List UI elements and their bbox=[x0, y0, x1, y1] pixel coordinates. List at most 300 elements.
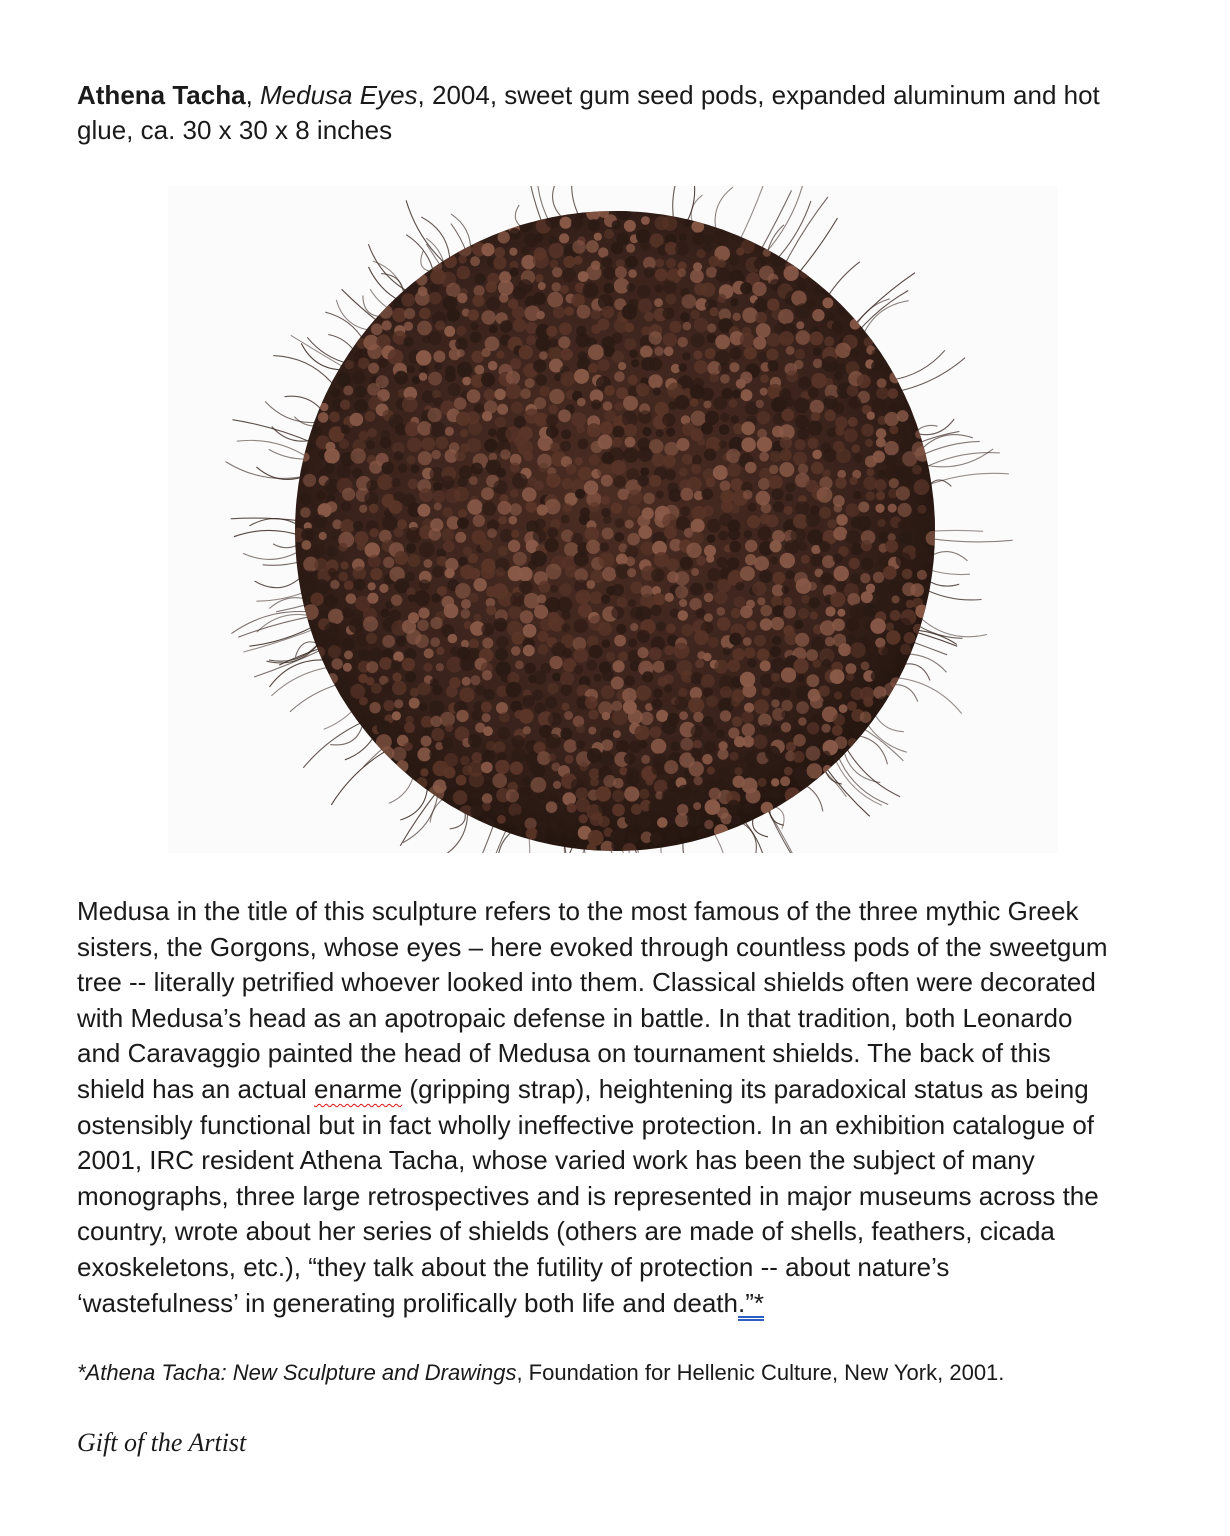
paragraph-line bbox=[77, 1286, 1167, 1322]
seed-pod bbox=[302, 540, 312, 550]
seed-pod bbox=[303, 474, 316, 487]
seed-pod bbox=[578, 439, 589, 450]
seed-pod bbox=[344, 651, 353, 660]
seed-pod bbox=[808, 388, 819, 399]
seed-pod bbox=[744, 347, 757, 360]
seed-pod bbox=[423, 663, 432, 672]
seed-pod bbox=[795, 415, 809, 429]
seed-pod bbox=[861, 540, 872, 551]
paragraph-line: and Caravaggio painted the head of Medusa on tournament shields. The back of this bbox=[77, 1038, 1051, 1069]
seed-pod bbox=[576, 425, 585, 434]
seed-pod bbox=[899, 532, 912, 545]
seed-pod bbox=[707, 723, 717, 733]
seed-pod bbox=[902, 569, 913, 580]
seed-pod bbox=[690, 398, 699, 407]
seed-pod bbox=[707, 534, 716, 543]
seed-pod bbox=[626, 283, 635, 292]
seed-pod bbox=[748, 503, 757, 512]
seed-pod bbox=[624, 424, 637, 437]
seed-pod bbox=[773, 605, 785, 617]
seed-pod bbox=[558, 336, 570, 348]
artwork-photo-icon bbox=[168, 186, 1058, 853]
seed-pod bbox=[575, 845, 584, 854]
seed-pod bbox=[470, 331, 482, 343]
seed-pod bbox=[600, 421, 614, 435]
seed-pod bbox=[785, 787, 801, 803]
seed-pod bbox=[850, 348, 860, 358]
seed-pod bbox=[808, 421, 823, 436]
seed-pod bbox=[772, 488, 784, 500]
seed-pod bbox=[368, 555, 381, 568]
seed-pod bbox=[627, 773, 640, 786]
seed-pod bbox=[565, 307, 574, 316]
seed-pod bbox=[566, 464, 577, 475]
seed-pod bbox=[341, 501, 351, 511]
seed-pod bbox=[343, 696, 356, 709]
seed-pod bbox=[483, 726, 493, 736]
seed-pod bbox=[560, 728, 572, 740]
seed-pod bbox=[434, 503, 442, 511]
seed-pod bbox=[706, 555, 714, 563]
seed-pod bbox=[612, 790, 625, 803]
seed-pod bbox=[559, 322, 572, 335]
seed-pod bbox=[552, 267, 562, 277]
seed-pod bbox=[640, 712, 653, 725]
seed-pod bbox=[679, 599, 687, 607]
seed-pod bbox=[741, 437, 756, 452]
seed-pod bbox=[653, 661, 665, 673]
seed-pod bbox=[552, 673, 561, 682]
seed-pod bbox=[443, 541, 455, 553]
seed-pod bbox=[897, 410, 909, 422]
seed-pod bbox=[601, 256, 612, 267]
seed-pod bbox=[550, 585, 558, 593]
seed-pod bbox=[771, 699, 779, 707]
seed-pod bbox=[575, 489, 585, 499]
seed-pod bbox=[612, 710, 628, 726]
seed-pod bbox=[688, 697, 704, 713]
seed-pod bbox=[664, 685, 672, 693]
seed-pod bbox=[741, 240, 755, 254]
seed-pod bbox=[419, 488, 433, 502]
seed-pod bbox=[494, 247, 505, 258]
seed-pod bbox=[812, 309, 824, 321]
seed-pod bbox=[469, 476, 478, 485]
seed-pod bbox=[642, 427, 651, 436]
seed-pod bbox=[785, 540, 800, 555]
seed-pod bbox=[837, 470, 846, 479]
seed-pod bbox=[691, 748, 702, 759]
seed-pod bbox=[695, 659, 704, 668]
seed-pod bbox=[495, 760, 509, 774]
seed-pod bbox=[613, 660, 625, 672]
seed-pod bbox=[432, 566, 444, 578]
seed-pod bbox=[779, 331, 794, 346]
seed-pod bbox=[352, 371, 365, 384]
artwork-photo bbox=[168, 186, 1058, 853]
seed-pod bbox=[706, 478, 716, 488]
paragraph-line: ostensibly functional but in fact wholly ineffective protection. In an exhibition catalogue of bbox=[77, 1109, 1095, 1140]
seed-pod bbox=[812, 659, 821, 668]
seed-pod bbox=[406, 543, 416, 553]
seed-pod bbox=[588, 709, 598, 719]
seed-pod bbox=[825, 606, 835, 616]
seed-pod bbox=[759, 769, 768, 778]
seed-pod bbox=[473, 515, 485, 527]
seed-pod bbox=[481, 373, 495, 387]
seed-pod bbox=[637, 630, 650, 643]
seed-pod bbox=[576, 740, 586, 750]
tendril bbox=[451, 214, 471, 252]
seed-pod bbox=[807, 722, 819, 734]
seed-pod bbox=[417, 620, 428, 631]
tendril bbox=[345, 734, 376, 760]
seed-pod bbox=[806, 746, 821, 761]
seed-pod bbox=[730, 752, 739, 761]
seed-pod bbox=[897, 618, 911, 632]
seed-pod bbox=[677, 785, 692, 800]
paragraph-line: exoskeletons, etc.), “they talk about the futility of protection -- about nature’s bbox=[77, 1251, 950, 1282]
seed-pod bbox=[833, 527, 847, 541]
seed-pod bbox=[896, 552, 912, 568]
tendril bbox=[269, 660, 328, 687]
seed-pod bbox=[780, 687, 791, 698]
seed-pod bbox=[497, 727, 510, 740]
seed-pod bbox=[793, 658, 808, 673]
seed-pod bbox=[368, 428, 377, 437]
seed-pod bbox=[513, 318, 527, 332]
seed-pod bbox=[687, 811, 702, 826]
seed-pod bbox=[586, 265, 601, 280]
seed-pod bbox=[511, 646, 521, 656]
seed-pod bbox=[720, 413, 729, 422]
seed-pod bbox=[442, 738, 453, 749]
seed-pod bbox=[773, 501, 784, 512]
seed-pod bbox=[757, 649, 770, 662]
seed-pod bbox=[744, 647, 755, 658]
paragraph-line bbox=[77, 1072, 1167, 1108]
seed-pod bbox=[628, 833, 639, 844]
seed-pod bbox=[752, 582, 766, 596]
seed-pod bbox=[740, 372, 752, 384]
seed-pod bbox=[727, 800, 741, 814]
seed-pod bbox=[638, 298, 652, 312]
seed-pod bbox=[703, 653, 712, 662]
paragraph-line: with Medusa’s head as an apotropaic defense in battle. In that tradition, both Leonardo bbox=[77, 1002, 1073, 1033]
seed-pod bbox=[683, 322, 692, 331]
seed-pod bbox=[771, 725, 779, 733]
seed-pod bbox=[810, 611, 818, 619]
tendril bbox=[467, 821, 495, 853]
seed-pod bbox=[795, 501, 810, 516]
seed-pod bbox=[545, 213, 560, 228]
seed-pod bbox=[493, 480, 507, 494]
seed-pod bbox=[494, 618, 508, 632]
seed-pod bbox=[796, 701, 809, 714]
seed-pod bbox=[707, 767, 715, 775]
seed-pod bbox=[328, 568, 337, 577]
seed-pod bbox=[454, 487, 469, 502]
seed-pod bbox=[536, 311, 545, 320]
seed-pod bbox=[665, 593, 674, 602]
seed-pod bbox=[719, 440, 727, 448]
seed-pod bbox=[445, 427, 454, 436]
seed-pod bbox=[500, 320, 513, 333]
seed-pod bbox=[597, 318, 609, 330]
seed-pod bbox=[664, 646, 674, 656]
seed-pod bbox=[866, 468, 874, 476]
footnote-reference-link[interactable]: .”* bbox=[738, 1287, 764, 1318]
seed-pod bbox=[824, 410, 836, 422]
seed-pod bbox=[602, 306, 615, 319]
seed-pod bbox=[731, 815, 741, 825]
seed-pod bbox=[834, 372, 842, 380]
seed-pod bbox=[588, 344, 604, 360]
seed-pod bbox=[834, 566, 849, 581]
seed-pod bbox=[433, 351, 445, 363]
seed-pod bbox=[371, 683, 382, 694]
seed-pod bbox=[704, 401, 712, 409]
seed-pod bbox=[614, 402, 623, 411]
seed-pod bbox=[704, 448, 716, 460]
seed-pod bbox=[835, 736, 848, 749]
seed-pod bbox=[495, 648, 508, 661]
seed-pod bbox=[469, 568, 481, 580]
seed-pod bbox=[497, 404, 508, 415]
seed-pod bbox=[332, 658, 343, 669]
seed-pod bbox=[408, 554, 421, 567]
seed-pod bbox=[728, 528, 740, 540]
seed-pod bbox=[811, 412, 820, 421]
tendril bbox=[929, 530, 983, 531]
seed-pod bbox=[510, 503, 522, 515]
seed-pod bbox=[729, 399, 738, 408]
seed-pod bbox=[650, 726, 662, 738]
seed-pod bbox=[484, 389, 496, 401]
seed-pod bbox=[720, 374, 730, 384]
seed-pod bbox=[474, 285, 485, 296]
seed-pod bbox=[587, 423, 601, 437]
seed-pod bbox=[821, 287, 830, 296]
footnote bbox=[77, 1358, 1167, 1388]
seed-pod bbox=[562, 648, 572, 658]
seed-pod bbox=[589, 645, 603, 659]
seed-pod bbox=[614, 532, 624, 542]
seed-pod bbox=[402, 397, 418, 413]
seed-pod bbox=[786, 346, 795, 355]
seed-pod bbox=[396, 636, 407, 647]
seed-pod bbox=[312, 544, 325, 557]
seed-pod bbox=[598, 816, 610, 828]
seed-pod bbox=[614, 635, 626, 647]
seed-pod bbox=[637, 815, 651, 829]
seed-pod bbox=[917, 570, 927, 580]
seed-pod bbox=[612, 426, 624, 438]
seed-pod bbox=[808, 438, 819, 449]
seed-pod bbox=[536, 374, 547, 385]
seed-pod bbox=[857, 374, 871, 388]
seed-pod bbox=[675, 813, 689, 827]
seed-pod bbox=[780, 553, 795, 568]
seed-pod bbox=[482, 501, 497, 516]
seed-pod bbox=[760, 605, 772, 617]
seed-pod bbox=[652, 763, 665, 776]
seed-pod bbox=[538, 282, 546, 290]
seed-pod bbox=[707, 333, 717, 343]
seed-pod bbox=[875, 479, 887, 491]
seed-pod bbox=[834, 754, 845, 765]
spellcheck-flagged-word[interactable]: enarme bbox=[314, 1073, 403, 1104]
seed-pod bbox=[340, 561, 348, 569]
seed-pod bbox=[694, 776, 703, 785]
seed-pod bbox=[430, 422, 446, 438]
seed-pod bbox=[679, 711, 688, 720]
seed-pod bbox=[394, 527, 404, 537]
seed-pod bbox=[434, 362, 442, 370]
seed-pod bbox=[763, 249, 771, 257]
seed-pod bbox=[421, 437, 435, 451]
seed-pod bbox=[872, 398, 886, 412]
seed-pod bbox=[786, 370, 798, 382]
seed-pod bbox=[435, 436, 448, 449]
seed-pod bbox=[695, 608, 705, 618]
seed-pod bbox=[664, 347, 674, 357]
seed-pod bbox=[521, 247, 530, 256]
seed-pod bbox=[457, 477, 467, 487]
seed-pod bbox=[366, 440, 376, 450]
seed-pod bbox=[888, 388, 899, 399]
seed-pod bbox=[715, 335, 730, 350]
seed-pod bbox=[519, 581, 533, 595]
seed-pod bbox=[801, 555, 810, 564]
seed-pod bbox=[446, 686, 458, 698]
seed-pod bbox=[430, 637, 440, 647]
seed-pod bbox=[493, 741, 505, 753]
seed-pod bbox=[718, 749, 729, 760]
seed-pod bbox=[468, 593, 478, 603]
seed-pod bbox=[876, 428, 887, 439]
seed-pod bbox=[561, 684, 573, 696]
seed-pod bbox=[318, 412, 329, 423]
seed-pod bbox=[508, 803, 521, 816]
seed-pod bbox=[691, 333, 705, 347]
seed-pod bbox=[860, 711, 872, 723]
seed-pod bbox=[637, 285, 651, 299]
seed-pod bbox=[876, 387, 889, 400]
seed-pod bbox=[468, 734, 482, 748]
paragraph-line: sisters, the Gorgons, whose eyes – here evoked through countless pods of the sweetgum bbox=[77, 931, 1108, 962]
seed-pod bbox=[603, 283, 614, 294]
seed-pod bbox=[618, 489, 629, 500]
seed-pod bbox=[340, 400, 350, 410]
seed-pod bbox=[810, 400, 824, 414]
seed-pod bbox=[849, 477, 857, 485]
paragraph-line: Medusa in the title of this sculpture refers to the most famous of the three mythic Greek bbox=[77, 896, 1079, 926]
seed-pod bbox=[692, 455, 702, 465]
seed-pod bbox=[844, 429, 858, 443]
seed-pod bbox=[740, 606, 753, 619]
seed-pod bbox=[885, 540, 898, 553]
seed-pod bbox=[407, 437, 422, 452]
seed-pod bbox=[693, 789, 702, 798]
seed-pod bbox=[567, 803, 577, 813]
seed-pod bbox=[560, 672, 574, 686]
seed-pod bbox=[794, 620, 803, 629]
seed-pod bbox=[663, 308, 675, 320]
seed-pod bbox=[588, 219, 600, 231]
seed-pod bbox=[534, 481, 544, 491]
seed-pod bbox=[624, 338, 636, 350]
seed-pod bbox=[571, 412, 586, 427]
seed-pod bbox=[454, 397, 467, 410]
seed-pod bbox=[420, 768, 428, 776]
seed-pod bbox=[561, 703, 569, 711]
seed-pod bbox=[707, 568, 720, 581]
seed-pod bbox=[408, 479, 419, 490]
seed-pod bbox=[519, 345, 533, 359]
seed-pod bbox=[546, 326, 557, 337]
seed-pod bbox=[871, 361, 882, 372]
seed-pod bbox=[758, 527, 772, 541]
seed-pod bbox=[604, 229, 614, 239]
seed-pod bbox=[612, 584, 624, 596]
seed-pod bbox=[447, 309, 460, 322]
seed-pod bbox=[511, 530, 519, 538]
seed-pod bbox=[823, 448, 837, 462]
seed-pod bbox=[531, 777, 547, 793]
seed-pod bbox=[846, 634, 856, 644]
seed-pod bbox=[682, 294, 697, 309]
seed-pod bbox=[379, 657, 392, 670]
paragraph-text: shield has an actual bbox=[77, 1073, 315, 1104]
seed-pod bbox=[455, 583, 471, 599]
seed-pod bbox=[656, 429, 664, 437]
seed-pod bbox=[901, 474, 914, 487]
seed-pod bbox=[498, 546, 508, 556]
seed-pod bbox=[415, 291, 430, 306]
seed-pod bbox=[664, 760, 678, 774]
seed-pod bbox=[319, 532, 327, 540]
seed-pod bbox=[519, 709, 534, 724]
seed-pod bbox=[391, 478, 400, 487]
seed-pod bbox=[625, 520, 634, 529]
seed-pod bbox=[892, 595, 900, 603]
seed-pod bbox=[604, 385, 615, 396]
seed-pod bbox=[666, 294, 677, 305]
seed-pod bbox=[861, 558, 874, 571]
seed-pod bbox=[729, 633, 742, 646]
seed-pod bbox=[666, 428, 675, 437]
seed-pod bbox=[603, 267, 616, 280]
seed-pod bbox=[486, 281, 497, 292]
seed-pod bbox=[741, 421, 755, 435]
seed-pod bbox=[835, 426, 844, 435]
seed-pod bbox=[369, 648, 383, 662]
seed-pod bbox=[419, 308, 431, 320]
seed-pod bbox=[836, 514, 848, 526]
seed-pod bbox=[382, 320, 392, 330]
seed-pod bbox=[499, 712, 510, 723]
seed-pod bbox=[675, 395, 690, 410]
seed-pod bbox=[594, 233, 602, 241]
seed-pod bbox=[747, 763, 758, 774]
paragraph-line: country, wrote about her series of shields (others are made of shells, feathers, cicada bbox=[77, 1216, 1055, 1247]
seed-pod bbox=[643, 493, 655, 505]
seed-pod bbox=[794, 398, 810, 414]
seed-pod bbox=[545, 538, 559, 552]
seed-pod bbox=[457, 293, 467, 303]
seed-pod bbox=[761, 802, 773, 814]
